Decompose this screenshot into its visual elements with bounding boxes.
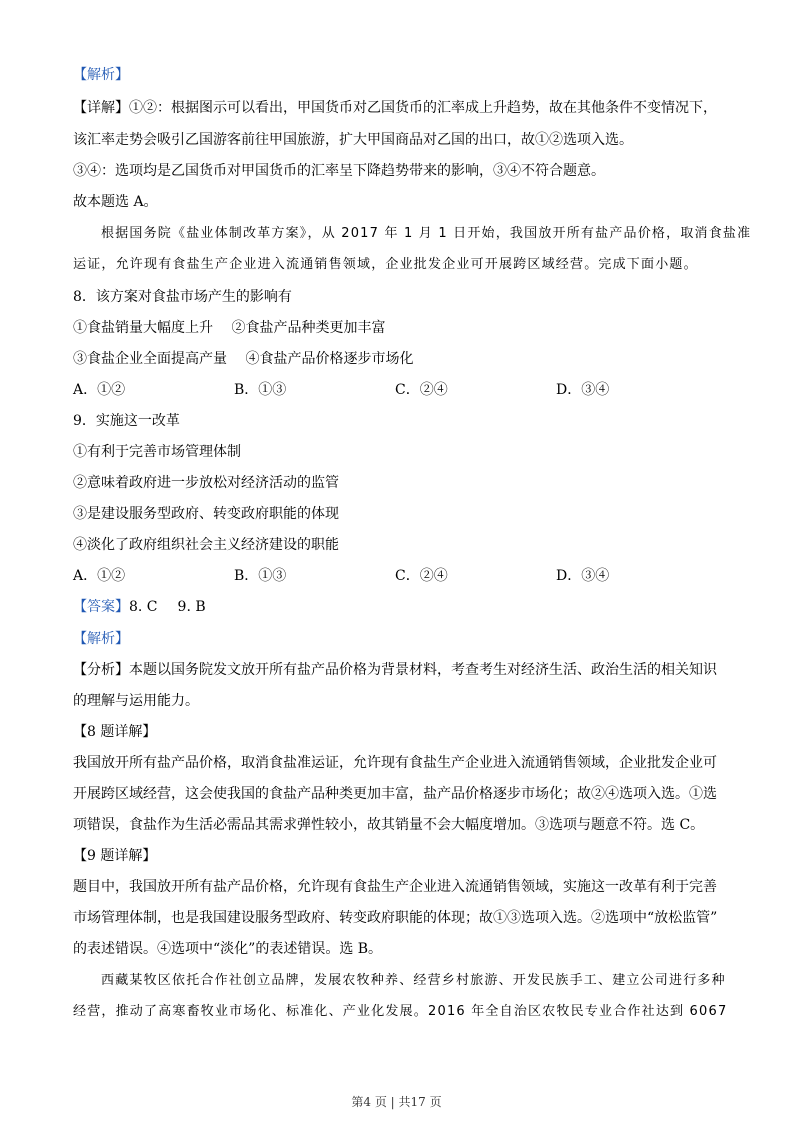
q9-option-a[interactable]: A．①② — [73, 568, 126, 584]
q8-option-d[interactable]: D．③④ — [556, 382, 610, 398]
jiexi-label-2: 【解析】 — [73, 631, 129, 647]
q8-detail-text: 开展跨区域经营，这会使我国的食盐产品种类更加丰富，盐产品价格逐步市场化；故②④选项入选。①选 — [73, 786, 717, 802]
jiexi-label-1: 【解析】 — [73, 67, 129, 83]
detail-text: ③④：选项均是乙国货币对甲国货币的汇率呈下降趋势带来的影响，③④不符合题意。 — [73, 163, 605, 179]
material-2-text: 经营，推动了高寒畜牧业市场化、标准化、产业化发展。2016 年全自治区农牧民专业合作社达到 6067 — [73, 1004, 728, 1019]
q8-detail-text: 项错误，食盐作为生活必需品其需求弹性较小，故其销量不会大幅度增加。③选项与题意不符。选 C。 — [73, 817, 705, 833]
detail-text: 【详解】①②：根据图示可以看出，甲国货币对乙国货币的汇率成上升趋势，故在其他条件不变情况下， — [73, 100, 717, 116]
conclusion-text: 故本题选 A。 — [73, 194, 158, 210]
q9-detail-text: 题目中，我国放开所有盐产品价格，允许现有食盐生产企业进入流通销售领域，实施这一改革有利于完善 — [73, 879, 717, 895]
analysis-text: 【分析】本题以国务院发文放开所有盐产品价格为背景材料，考查考生对经济生活、政治生活的相关知识 — [73, 662, 717, 678]
page-footer: 第4 页 | 共17 页 — [351, 1095, 442, 1109]
detail-text: 该汇率走势会吸引乙国游客前往甲国旅游，扩大甲国商品对乙国的出口，故①②选项入选。 — [73, 132, 633, 148]
q9-detail-title: 【9 题详解】 — [73, 848, 157, 864]
question-9-item: ①有利于完善市场管理体制 — [73, 444, 241, 460]
question-9-item: ④淡化了政府组织社会主义经济建设的职能 — [73, 537, 339, 553]
question-8-stem: 8．该方案对食盐市场产生的影响有 — [73, 289, 292, 305]
answer-q8: 8. C — [129, 599, 158, 615]
q8-option-b[interactable]: B．①③ — [234, 382, 287, 398]
material-text: 根据国务院《盐业体制改革方案》，从 2017 年 1 月 1 日开始，我国放开所有盐产品价格，取消食盐准 — [101, 226, 752, 241]
analysis-text: 的理解与运用能力。 — [73, 693, 199, 709]
q9-detail-text: 市场管理体制，也是我国建设服务型政府、转变政府职能的体现；故①③选项入选。②选项中“放松监管” — [73, 910, 718, 926]
material-2-text: 西藏某牧区依托合作社创立品牌，发展农牧种养、经营乡村旅游、开发民族手工、建立公司进行多种 — [101, 973, 726, 988]
q9-option-b[interactable]: B．①③ — [234, 568, 287, 584]
question-9-stem: 9．实施这一改革 — [73, 413, 180, 429]
answer-q9: 9. B — [177, 599, 206, 615]
q9-option-c[interactable]: C．②④ — [395, 568, 448, 584]
question-9-item: ③是建设服务型政府、转变政府职能的体现 — [73, 506, 339, 522]
material-text: 运证，允许现有食盐生产企业进入流通销售领域，企业批发企业可开展跨区域经营。完成下面小题。 — [73, 257, 698, 272]
question-9-item: ②意味着政府进一步放松对经济活动的监管 — [73, 475, 339, 491]
q8-option-c[interactable]: C．②④ — [395, 382, 448, 398]
q8-option-a[interactable]: A．①② — [73, 382, 126, 398]
q9-detail-text: 的表述错误。④选项中“淡化”的表述错误。选 B。 — [73, 941, 383, 957]
q8-detail-title: 【8 题详解】 — [73, 724, 157, 740]
question-8-items: ①食盐销量大幅度上升 ②食盐产品种类更加丰富 — [73, 320, 386, 336]
question-8-items: ③食盐企业全面提高产量 ④食盐产品价格逐步市场化 — [73, 351, 414, 367]
q8-detail-text: 我国放开所有盐产品价格，取消食盐准运证，允许现有食盐生产企业进入流通销售领域，企业批发企业可 — [73, 755, 717, 771]
answer-line — [73, 598, 733, 616]
q9-option-d[interactable]: D．③④ — [556, 568, 610, 584]
answer-label: 【答案】 — [73, 599, 129, 615]
